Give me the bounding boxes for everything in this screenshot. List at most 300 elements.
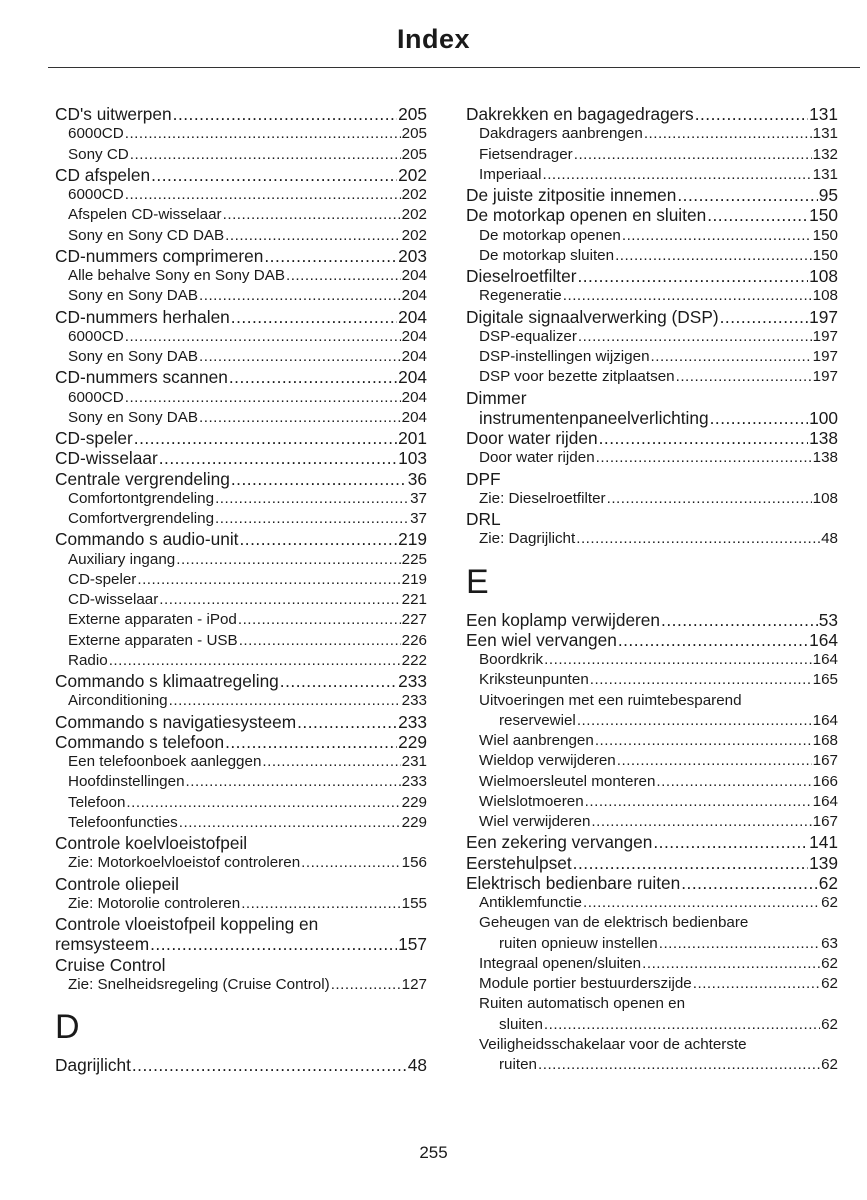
index-entry [55,671,427,691]
entry-label: Veiligheidsschakelaar voor de achterste [479,1035,747,1053]
index-entry [466,388,838,408]
index-entry [466,832,838,852]
index-subentry [55,347,427,367]
entry-label: Alle behalve Sony en Sony DAB [68,267,285,284]
index-subentry [466,1055,838,1075]
entry-page-number: 37 [410,510,427,527]
entry-page-number: 138 [812,449,838,467]
index-subentry [55,691,427,711]
dot-leader [651,347,812,367]
index-subentry [466,347,838,367]
entry-label: instrumentenpaneelverlichting [479,407,709,428]
entry-label: CD-speler [55,428,133,448]
entry-page-number: 164 [812,792,838,810]
entry-page-number: 48 [407,1055,427,1075]
dot-leader [223,205,401,225]
entry-label: Geheugen van de elektrisch bedienbare [479,914,749,932]
entry-label: Zie: Snelheidsregeling (Cruise Control) [68,975,330,993]
entry-label: Integraal openen/sluiten [479,954,642,972]
index-entry [55,104,427,124]
entry-page-number: 205 [398,104,427,124]
dot-leader [615,246,812,266]
index-subentry [466,1035,838,1055]
index-subentry [55,853,427,873]
index-entry [466,853,838,873]
dot-leader [125,388,401,408]
index-subentry [55,894,427,914]
entry-label: 6000CD [68,388,124,406]
dot-leader [297,712,397,732]
index-entry [55,874,427,894]
entry-page-number: 100 [809,407,838,428]
index-subentry [466,489,838,509]
index-subentry [55,509,427,529]
index-subentry [55,388,427,408]
index-subentry [466,145,838,165]
entry-page-number: 150 [812,246,838,264]
entry-page-number: 233 [401,692,427,710]
dot-leader [695,104,808,124]
entry-label: CD-nummers herhalen [55,306,230,327]
entry-label: 6000CD [68,186,124,203]
entry-label: Commando s navigatiesysteem [55,711,297,732]
index-subentry [466,731,838,751]
index-column-left [55,104,427,1075]
entry-page-number: 164 [812,711,838,729]
dot-leader [125,185,401,205]
index-subentry [466,954,838,974]
index-subentry [55,226,427,246]
entry-page-number: 225 [401,550,427,568]
index-entry [55,367,427,387]
entry-label: Digitale signaalverwerking (DSP) [466,306,719,327]
entry-page-number: 62 [818,872,838,893]
entry-page-number: 131 [812,165,838,183]
dot-leader [231,469,407,489]
dot-leader [134,428,397,448]
index-subentry [466,226,838,246]
dot-leader [573,853,808,873]
index-subentry [55,570,427,590]
dot-leader [618,630,808,650]
entry-label: remsysteem [55,934,150,955]
entry-label: Wieldop verwijderen [479,752,616,770]
dot-leader [199,347,401,367]
dot-leader [229,367,397,387]
entry-label: CD afspelen [55,164,151,185]
index-subentry [55,286,427,306]
index-subentry [466,994,838,1014]
entry-page-number: 131 [812,125,838,143]
index-subentry [55,550,427,570]
dot-leader [231,307,397,327]
index-subentry [55,489,427,509]
entry-page-number: 204 [401,327,427,345]
entry-label: Module portier bestuurderszijde [479,975,692,992]
dot-leader [331,975,401,995]
dot-leader [642,954,820,974]
entry-page-number: 62 [821,1015,838,1033]
dot-leader [186,772,401,792]
index-subentry [55,631,427,651]
index-entry [466,630,838,650]
entry-page-number: 231 [401,753,427,770]
entry-label: CD's uitwerpen [55,104,172,124]
entry-label: Zie: Dieselroetfilter [479,489,606,507]
entry-page-number: 202 [401,186,427,203]
index-entry [55,955,427,975]
entry-label: Fietsendrager [479,145,573,163]
index-entry [55,833,427,853]
entry-label: 6000CD [68,327,124,345]
index-subentry [55,124,427,144]
index-entry [55,428,427,448]
dot-leader [151,165,397,185]
index-entry [55,934,427,954]
index-subentry [55,185,427,205]
entry-label: DSP voor bezette zitplaatsen [479,368,675,386]
index-subentry [466,792,838,812]
entry-label: ruiten opnieuw instellen [499,934,658,952]
index-entry [466,266,838,286]
index-entry [466,104,838,124]
index-entry [466,509,838,529]
entry-label: Centrale vergrendeling [55,468,230,489]
entry-page-number: 157 [398,934,427,955]
entry-page-number: 204 [398,306,427,327]
entry-page-number: 164 [812,651,838,668]
dot-leader [591,812,811,832]
dot-leader [179,813,401,833]
dot-leader [538,1055,820,1075]
dot-leader [544,650,812,670]
index-subentry [55,772,427,792]
entry-page-number: 36 [407,468,427,489]
section-letter: D [55,1008,80,1046]
entry-label: Wiel verwijderen [479,813,591,830]
entry-label: Boordkrik [479,651,544,668]
entry-label: Airconditioning [68,692,168,710]
entry-page-number: 150 [812,226,838,244]
index-entry [55,307,427,327]
index-subentry [55,610,427,630]
entry-label: Dakrekken en bagagedragers [466,104,694,124]
index-subentry [55,793,427,813]
entry-page-number: 127 [401,975,427,993]
entry-page-number: 197 [812,368,838,386]
entry-label: Controle oliepeil [55,873,179,894]
dot-leader [262,752,400,772]
dot-leader [653,832,808,852]
index-entry [55,529,427,549]
index-subentry [466,974,838,994]
entry-page-number: 48 [821,530,838,548]
entry-page-number: 62 [821,1056,838,1073]
index-entry [55,165,427,185]
dot-leader [563,286,812,306]
entry-page-number: 204 [401,408,427,426]
index-subentry [55,975,427,995]
entry-page-number: 95 [818,185,838,205]
entry-label: CD-wisselaar [55,448,158,469]
dot-leader [544,1015,820,1035]
dot-leader [264,246,397,266]
entry-label: Antiklemfunctie [479,894,582,911]
dot-leader [150,934,397,954]
entry-page-number: 233 [401,773,427,791]
entry-label: Zie: Motorkoelvloeistof controleren [68,854,301,872]
dot-leader [215,489,409,509]
page-title: Index [396,24,471,54]
entry-label: De juiste zitpositie innemen [466,185,677,205]
entry-page-number: 202 [398,164,427,185]
dot-leader [607,489,812,509]
entry-label: Controle vloeistofpeil koppeling en [55,914,319,934]
dot-leader [286,266,401,286]
dot-leader [578,327,812,347]
index-subentry [466,711,838,731]
dot-leader [595,731,812,751]
index-subentry [466,165,838,185]
entry-page-number: 204 [398,367,427,388]
dot-leader [109,651,401,671]
entry-page-number: 201 [398,428,427,448]
entry-page-number: 165 [812,671,838,689]
entry-page-number: 155 [401,894,427,912]
entry-label: Commando s klimaatregeling [55,671,279,691]
entry-label: De motorkap openen [479,226,621,244]
index-subentry [466,670,838,690]
dot-leader [130,145,401,165]
entry-label: Kriksteunpunten [479,671,589,689]
entry-page-number: 229 [401,813,427,831]
entry-page-number: 62 [821,975,838,992]
entry-page-number: 108 [809,266,838,286]
entry-page-number: 227 [401,611,427,629]
entry-label: Commando s telefoon [55,731,225,752]
entry-page-number: 204 [401,287,427,305]
entry-label: Regeneratie [479,287,562,305]
entry-page-number: 204 [401,267,427,284]
entry-label: CD-speler [68,570,137,588]
entry-label: De motorkap openen en sluiten [466,205,707,226]
index-subentry [466,448,838,468]
index-subentry [466,367,838,387]
dot-leader [574,145,812,165]
dot-leader [176,550,400,570]
entry-page-number: 233 [398,711,427,732]
dot-leader [137,570,400,590]
dot-leader [693,974,820,994]
index-subentry [466,650,838,670]
entry-label: Ruiten automatisch openen en [479,995,686,1013]
entry-page-number: 131 [809,104,838,124]
entry-label: Dakdragers aanbrengen [479,125,643,143]
entry-label: Sony en Sony DAB [68,408,199,426]
entry-label: ruiten [499,1056,537,1073]
entry-page-number: 205 [401,145,427,163]
entry-label: Eerstehulpset [466,852,572,873]
dot-leader [661,610,818,630]
index-entry [466,610,838,630]
dot-leader [159,448,397,468]
entry-label: Cruise Control [55,954,166,975]
page-number: 255 [419,1143,448,1162]
dot-leader [215,509,409,529]
dot-leader [577,266,808,286]
index-subentry [55,651,427,671]
dot-leader [301,853,401,873]
index-subentry [466,893,838,913]
index-entry [55,914,427,934]
entry-label: Sony en Sony CD DAB [68,226,225,244]
entry-page-number: 197 [809,306,838,327]
entry-page-number: 62 [821,894,838,911]
entry-label: Telefoonfuncties [68,813,178,831]
entry-page-number: 138 [809,428,838,448]
dot-leader [681,873,818,893]
index-subentry [55,145,427,165]
index-entry [466,469,838,489]
entry-label: sluiten [499,1015,543,1033]
entry-label: Een telefoonboek aanleggen [68,753,262,770]
entry-label: Dieselroetfilter [466,266,577,286]
index-subentry [55,813,427,833]
entry-page-number: 132 [812,145,838,163]
entry-page-number: 141 [809,832,838,853]
entry-label: Zie: Dagrijlicht [479,530,576,548]
entry-page-number: 233 [398,671,427,691]
index-subentry [55,752,427,772]
entry-label: CD-wisselaar [68,591,159,608]
dot-leader [239,631,401,651]
section-letter: E [466,562,489,601]
dot-leader [132,1055,407,1075]
entry-page-number: 156 [401,854,427,872]
dot-leader [199,286,401,306]
entry-label: Commando s audio-unit [55,529,239,550]
entry-page-number: 219 [401,570,427,588]
entry-label: Wiel aanbrengen [479,732,594,749]
index-entry [55,732,427,752]
entry-page-number: 202 [401,206,427,224]
index-subentry [55,408,427,428]
dot-leader [659,934,820,954]
index-subentry [466,772,838,792]
dot-leader [656,772,811,792]
index-subentry [466,812,838,832]
index-subentry [466,751,838,771]
index-subentry [466,913,838,933]
dot-leader [596,448,812,468]
entry-page-number: 108 [812,489,838,507]
entry-label: CD-nummers comprimeren [55,245,264,266]
index-entry [466,307,838,327]
entry-label: De motorkap sluiten [479,246,615,264]
entry-label: Zie: Motorolie controleren [68,894,241,912]
dot-leader [173,104,398,124]
dot-leader [280,671,397,691]
entry-page-number: 226 [401,631,427,649]
dot-leader [126,793,400,813]
entry-label: Elektrisch bedienbare ruiten [466,872,681,893]
entry-page-number: 204 [401,348,427,365]
dot-leader [125,327,401,347]
index-subentry [466,286,838,306]
dot-leader [577,711,812,731]
dot-leader [720,307,809,327]
index-subentry [466,691,838,711]
entry-label: DSP-equalizer [479,327,577,345]
entry-page-number: 197 [812,348,838,365]
entry-label: Comfortvergrendeling [68,510,215,527]
dot-leader [225,732,397,752]
entry-label: Een koplamp verwijderen [466,609,661,630]
index-entry [55,448,427,468]
entry-page-number: 53 [818,609,838,630]
entry-page-number: 167 [812,813,838,830]
entry-label: Dimmer [466,387,527,408]
entry-label: Uitvoeringen met een ruimtebesparend [479,691,742,709]
entry-label: Radio [68,651,108,669]
dot-leader [710,408,809,428]
entry-page-number: 197 [812,327,838,345]
entry-label: Een wiel vervangen [466,629,617,650]
dot-leader [241,894,400,914]
entry-label: Externe apparaten - iPod [68,611,237,629]
index-subentry [466,124,838,144]
entry-label: Dagrijlicht [55,1055,131,1075]
entry-label: Sony en Sony DAB [68,287,199,305]
dot-leader [583,893,820,913]
entry-label: Imperiaal [479,165,542,183]
dot-leader [677,185,817,205]
dot-leader [199,408,401,428]
index-entry [466,185,838,205]
dot-leader [576,529,820,549]
entry-label: Afspelen CD-wisselaar [68,206,222,224]
dot-leader [125,124,401,144]
dot-leader [238,610,401,630]
entry-page-number: 219 [398,529,427,550]
entry-label: 6000CD [68,125,124,143]
entry-label: Wielslotmoeren [479,792,584,810]
entry-page-number: 202 [401,226,427,244]
index-subentry [55,205,427,225]
dot-leader [622,226,812,246]
entry-label: DPF [466,468,501,489]
entry-page-number: 63 [821,934,838,952]
index-subentry [466,529,838,549]
entry-page-number: 167 [812,752,838,770]
entry-page-number: 166 [812,772,838,790]
dot-leader [239,529,397,549]
entry-page-number: 204 [401,388,427,406]
dot-leader [169,691,401,711]
entry-page-number: 203 [398,245,427,266]
index-entry [55,246,427,266]
entry-label: Door water rijden [479,449,595,467]
entry-label: Door water rijden [466,428,598,448]
index-entry [466,428,838,448]
dot-leader [707,205,808,225]
index-subentry [55,590,427,610]
entry-page-number: 108 [812,287,838,305]
index-subentry [466,934,838,954]
index-entry [466,408,838,428]
entry-page-number: 62 [821,954,838,972]
index-entry [466,205,838,225]
